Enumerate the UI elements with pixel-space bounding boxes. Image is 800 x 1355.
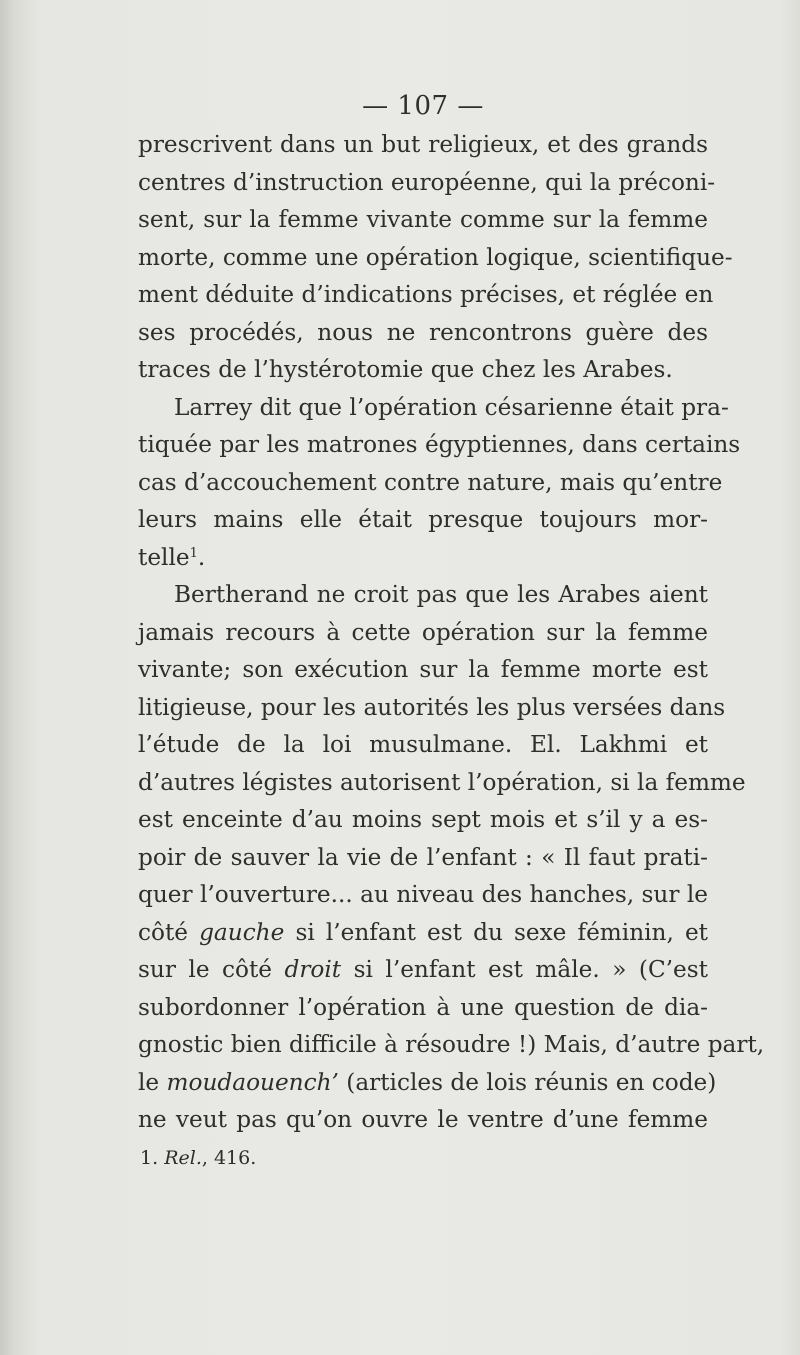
text-line [138, 801, 708, 839]
text-line [138, 1101, 708, 1139]
footnote-number: 1. [140, 1146, 159, 1169]
line-text: ne veut pas qu’on ouvre le ventre d’une femme [138, 1106, 708, 1133]
text-line [138, 951, 708, 989]
text-line [138, 914, 708, 952]
text-line [138, 539, 708, 577]
line-text: Bertherand ne croit pas que les Arabes aient [174, 581, 708, 608]
text-line [138, 614, 708, 652]
line-text: tiquée par les matrones égyptiennes, dans certains [138, 431, 741, 458]
footnote-reference: Rel. [164, 1146, 202, 1169]
line-suffix: . [197, 543, 206, 571]
footnote-marker: 1 [189, 545, 198, 561]
text-line [138, 239, 733, 277]
text-line [138, 651, 708, 689]
line-text: cas d’accouchement contre nature, mais qu’entre [138, 468, 723, 496]
line-text: ses procédés, nous ne rencontrons guère des [138, 318, 708, 346]
text-line [138, 389, 729, 427]
line-text: vivante; son exécution sur la femme morte est [138, 656, 708, 683]
line-text: est enceinte d’au moins sept mois et s’il y a es- [138, 806, 708, 833]
line-text: sur le côté [138, 956, 285, 983]
italic-term: gauche [199, 918, 285, 946]
line-text: le [138, 1068, 167, 1096]
line-text: litigieuse, pour les autorités les plus versées dans [138, 693, 726, 721]
line-text: l’étude de la loi musulmane. El. Lakhmi et [138, 731, 708, 758]
text-line [138, 989, 708, 1027]
line-text: d’autres légistes autorisent l’opération, si la femme [138, 768, 746, 796]
line-text: côté [138, 918, 200, 946]
page-number: — 107 — [362, 91, 484, 121]
line-text: gnostic bien difficile à résoudre !) Mais, d’autre part, [138, 1031, 765, 1058]
text-line [138, 164, 716, 202]
italic-term: droit [284, 956, 342, 983]
page-content [138, 86, 765, 1171]
line-text: telle [138, 543, 190, 571]
footnote-page: , 416. [201, 1146, 257, 1169]
line-text: quer l’ouverture... au niveau des hanches, sur le [138, 881, 708, 908]
body-text [138, 126, 765, 1139]
line-text: subordonner l’opération à une question de dia- [138, 993, 708, 1021]
text-line [138, 501, 708, 539]
line-text: morte, comme une opération logique, scientifique- [138, 243, 733, 271]
text-line [138, 276, 714, 314]
text-line [138, 126, 708, 164]
text-line [138, 876, 708, 914]
line-text: poir de sauver la vie de l’enfant : « Il faut prati- [138, 843, 708, 871]
text-line [138, 201, 708, 239]
text-line [138, 464, 723, 502]
text-line [138, 314, 708, 352]
line-text: ment déduite d’indications précises, et réglée en [138, 281, 714, 308]
text-line [138, 1026, 765, 1064]
footnote [138, 1145, 708, 1171]
italic-term: moudaouench’ [166, 1068, 339, 1096]
text-line [138, 839, 708, 877]
text-line [138, 689, 726, 727]
line-text: centres d’instruction européenne, qui la préconi- [138, 168, 716, 196]
line-text: jamais recours à cette opération sur la femme [138, 618, 708, 646]
line-text: sent, sur la femme vivante comme sur la femme [138, 206, 708, 233]
text-line [138, 764, 746, 802]
text-line [138, 351, 708, 389]
text-line [138, 726, 708, 764]
text-line [138, 1064, 717, 1102]
line-text: prescrivent dans un but religieux, et des grands [138, 131, 708, 158]
text-line [138, 426, 741, 464]
line-text: leurs mains elle était presque toujours mor- [138, 506, 708, 533]
line-text: si l’enfant est mâle. » (C’est [341, 956, 708, 983]
line-text: traces de l’hystérotomie que chez les Arabes. [138, 356, 673, 383]
line-text: (articles de lois réunis en code) [338, 1068, 717, 1096]
line-text: si l’enfant est du sexe féminin, et [284, 918, 708, 946]
line-text: Larrey dit que l’opération césarienne était pra- [174, 393, 729, 421]
text-line [138, 576, 708, 614]
